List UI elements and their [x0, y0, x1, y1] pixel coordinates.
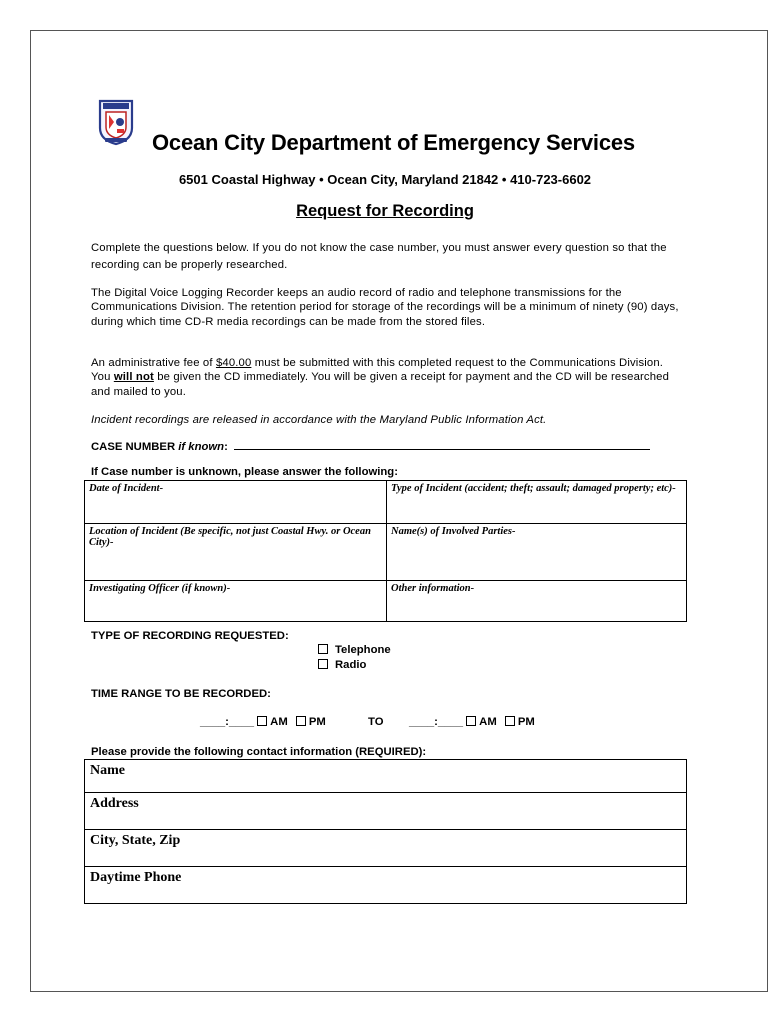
to-label: TO [368, 716, 384, 728]
date-of-incident-cell[interactable]: Date of Incident- [85, 481, 387, 524]
radio-checkbox[interactable] [318, 659, 328, 669]
address-field[interactable]: Address [85, 793, 687, 830]
case-number-input-line[interactable] [234, 439, 650, 450]
start-time-blank[interactable]: ____:____ [200, 716, 255, 728]
unknown-case-header: If Case number is unknown, please answer the following: [91, 466, 398, 478]
fee-amount: $40.00 [215, 357, 252, 369]
end-pm-checkbox[interactable] [505, 716, 515, 726]
will-not-emphasis: will not [113, 371, 154, 384]
form-title: Request for Recording [296, 202, 474, 220]
incident-details-table [84, 480, 687, 622]
end-time-blank[interactable]: ____:____ [409, 716, 464, 728]
fee-paragraph: An administrative fee of $40.00 must be submitted with this completed request to the Communications Division. You will not be given the CD immediately. You will be given a receipt for payment and the CD will be researched and mailed to you. [91, 357, 670, 398]
contact-info-header: Please provide the following contact information (REQUIRED): [91, 746, 427, 758]
instructions-paragraph: Complete the questions below. If you do not know the case number, you must answer every question so that the recording can be properly researched. [91, 242, 667, 271]
city-state-zip-field[interactable]: City, State, Zip [85, 830, 687, 867]
telephone-option[interactable]: Telephone [318, 644, 391, 656]
involved-parties-cell[interactable]: Name(s) of Involved Parties- [387, 524, 687, 581]
start-time[interactable]: ____:____ AM PM [200, 716, 326, 728]
recording-type-label: TYPE OF RECORDING REQUESTED: [91, 630, 289, 642]
department-seal-logo [97, 98, 135, 146]
start-pm-checkbox[interactable] [296, 716, 306, 726]
name-field[interactable]: Name [85, 760, 687, 793]
organization-title: Ocean City Department of Emergency Services [152, 130, 635, 155]
retention-paragraph: The Digital Voice Logging Recorder keeps an audio record of radio and telephone transmissions for the Communications Division. The retention period for storage of the recordings will be a minimum of ninety (90) days, during which time CD-R media recordings can be made from the stored files. [91, 287, 679, 328]
start-am-checkbox[interactable] [257, 716, 267, 726]
telephone-checkbox[interactable] [318, 644, 328, 654]
time-range-label: TIME RANGE TO BE RECORDED: [91, 688, 271, 700]
location-of-incident-cell[interactable]: Location of Incident (Be specific, not just Coastal Hwy. or Ocean City)- [85, 524, 387, 581]
case-number-field[interactable]: CASE NUMBER if known: [91, 439, 650, 453]
contact-info-table [84, 759, 687, 904]
radio-option[interactable]: Radio [318, 659, 366, 671]
end-am-checkbox[interactable] [466, 716, 476, 726]
other-information-cell[interactable]: Other information- [387, 581, 687, 622]
public-information-note: Incident recordings are released in accordance with the Maryland Public Information Act. [91, 414, 547, 426]
organization-address: 6501 Coastal Highway • Ocean City, Maryland 21842 • 410-723-6602 [178, 172, 592, 187]
end-time[interactable]: ____:____ AM PM [409, 716, 535, 728]
daytime-phone-field[interactable]: Daytime Phone [85, 867, 687, 904]
investigating-officer-cell[interactable]: Investigating Officer (if known)- [85, 581, 387, 622]
type-of-incident-cell[interactable]: Type of Incident (accident; theft; assault; damaged property; etc)- [387, 481, 687, 524]
